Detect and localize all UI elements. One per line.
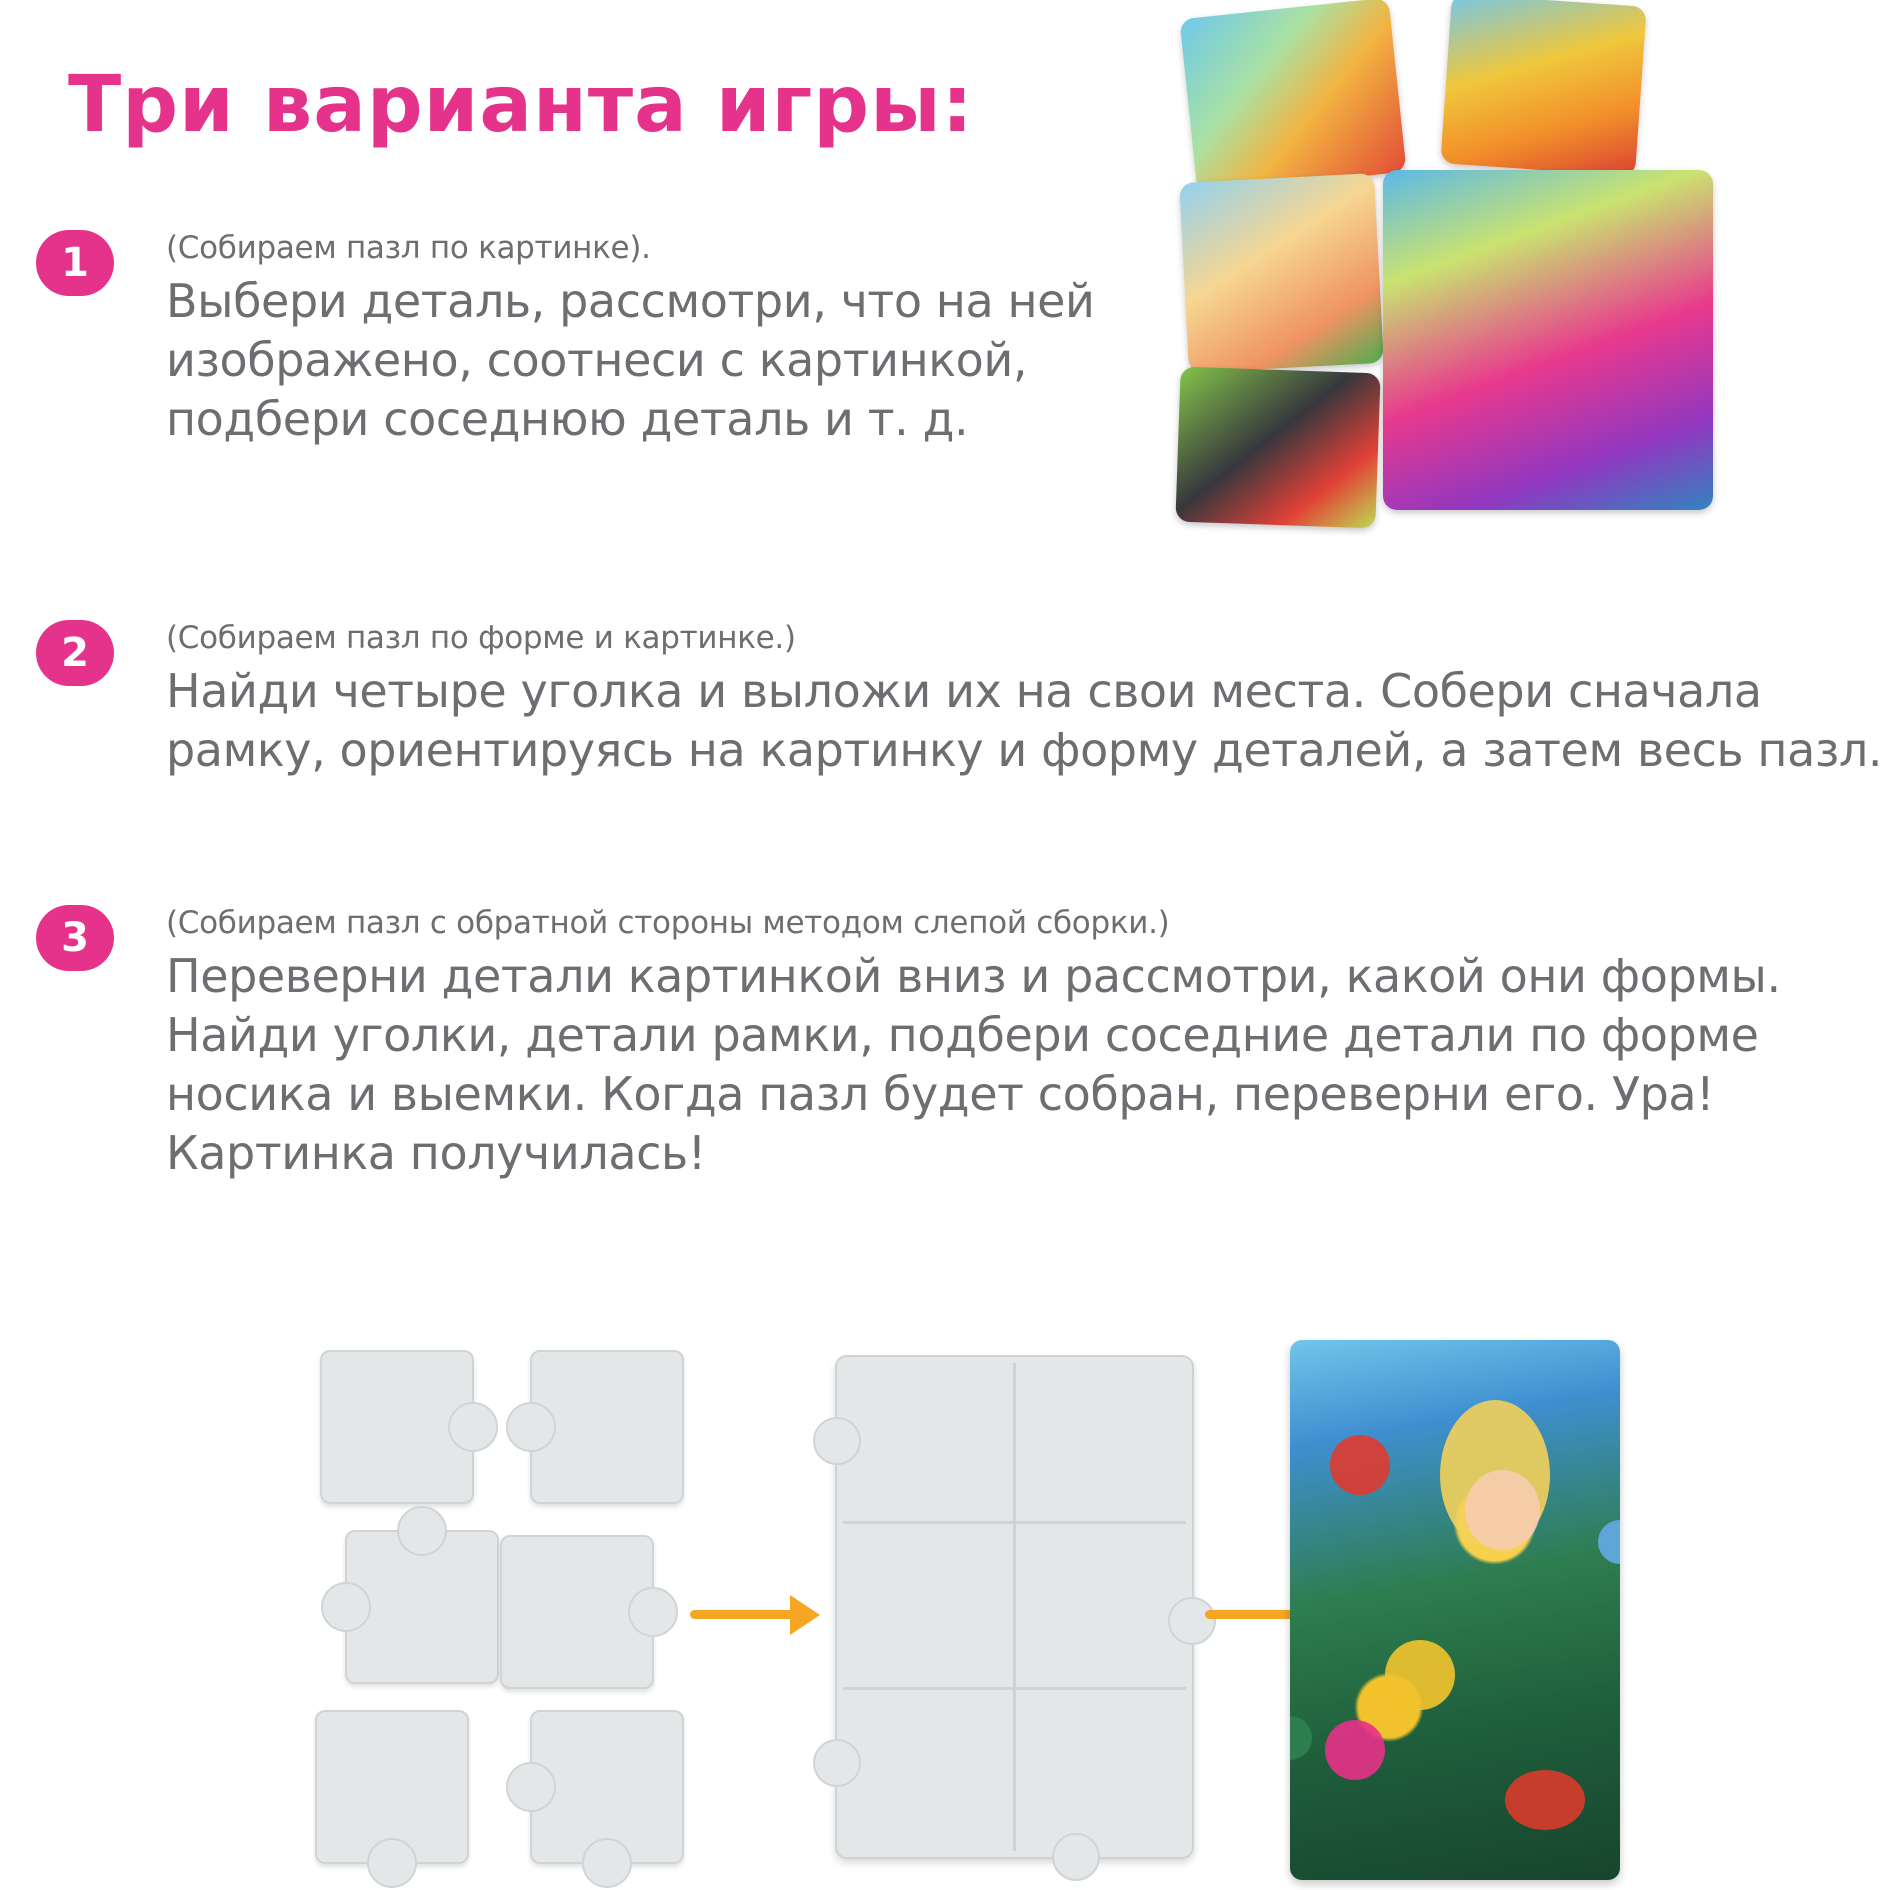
stage-flipped-picture — [1290, 1340, 1620, 1880]
stage-assembled-label — [837, 1357, 838, 1358]
piece-knob-icon — [628, 1587, 678, 1637]
decor-girl-face — [1465, 1470, 1540, 1550]
loose-piece-3 — [345, 1530, 499, 1684]
piece-knob-icon — [321, 1582, 371, 1632]
step-number-badge-1: 1 — [36, 230, 114, 296]
piece-knob-icon — [448, 1402, 498, 1452]
piece-knob-icon — [813, 1417, 861, 1465]
step-item-2 — [36, 620, 1883, 780]
page-title: Три варианта игры: — [68, 60, 974, 150]
step-subtitle-1: (Собираем пазл по картинке). — [166, 230, 651, 266]
grid-divider-horizontal — [843, 1687, 1186, 1690]
puzzle-piece-face-left — [1179, 173, 1384, 373]
step-text-2: Найди четыре уголка и выложи их на свои места. Собери сначала рамку, ориентируясь на картинку и форму деталей, а затем весь пазл. — [166, 664, 1883, 777]
step-body-1 — [166, 230, 1196, 449]
stage-flipped-label — [1290, 1340, 1291, 1341]
piece-knob-icon — [1052, 1833, 1100, 1881]
piece-knob-icon — [1598, 1520, 1620, 1564]
step-subtitle-3: (Собираем пазл с обратной стороны методом слепой сборки.) — [166, 905, 1170, 941]
puzzle-piece-girl-top-left — [1179, 0, 1406, 193]
hero-illustration-alt — [1178, 0, 1179, 1]
puzzle-piece-cat-bottom-left — [1175, 367, 1380, 529]
loose-piece-5 — [315, 1710, 469, 1864]
puzzle-piece-flowers-top-right — [1440, 0, 1646, 177]
grid-divider-horizontal — [843, 1521, 1186, 1524]
step-number-badge-3: 3 — [36, 905, 114, 971]
decor-flower-red — [1330, 1435, 1390, 1495]
piece-knob-icon — [506, 1762, 556, 1812]
assembly-sequence-diagram — [0, 1330, 1890, 1890]
piece-knob-icon — [1290, 1716, 1312, 1760]
step-item-3 — [36, 905, 1781, 1183]
piece-knob-icon — [582, 1838, 632, 1888]
stage-loose-label — [0, 1330, 1, 1331]
puzzle-piece-ladybug-main — [1383, 170, 1713, 510]
grid-divider-vertical — [1013, 1363, 1016, 1851]
stage-assembled-back — [835, 1355, 1194, 1859]
piece-knob-icon — [367, 1838, 417, 1888]
decor-flower-pink — [1325, 1720, 1385, 1780]
decor-star — [1385, 1640, 1455, 1710]
step-text-3: Переверни детали картинкой вниз и рассмотри, какой они формы. Найди уголки, детали рамки, подбери соседние детали по форме носика и выемки. Когда пазл будет собран, переверни его. Ура! Картинка получилась! — [166, 949, 1781, 1180]
piece-knob-icon — [813, 1739, 861, 1787]
step-text-1: Выбери деталь, рассмотри, что на ней изображено, соотнеси с картинкой, подбери соседнюю деталь и т. д. — [166, 274, 1095, 446]
hero-puzzle-illustration — [1178, 0, 1878, 650]
loose-piece-6 — [530, 1710, 684, 1864]
step-subtitle-2: (Собираем пазл по форме и картинке.) — [166, 620, 796, 656]
sequence-alt — [0, 1330, 1, 1331]
step-item-1 — [36, 230, 1336, 449]
loose-piece-1 — [320, 1350, 474, 1504]
loose-piece-2 — [530, 1350, 684, 1504]
step-body-3 — [166, 905, 1890, 1183]
decor-ladybug — [1505, 1770, 1585, 1830]
piece-knob-icon — [1168, 1597, 1216, 1645]
loose-piece-4 — [500, 1535, 654, 1689]
piece-knob-icon — [506, 1402, 556, 1452]
step-number-badge-2: 2 — [36, 620, 114, 686]
piece-knob-icon — [397, 1506, 447, 1556]
